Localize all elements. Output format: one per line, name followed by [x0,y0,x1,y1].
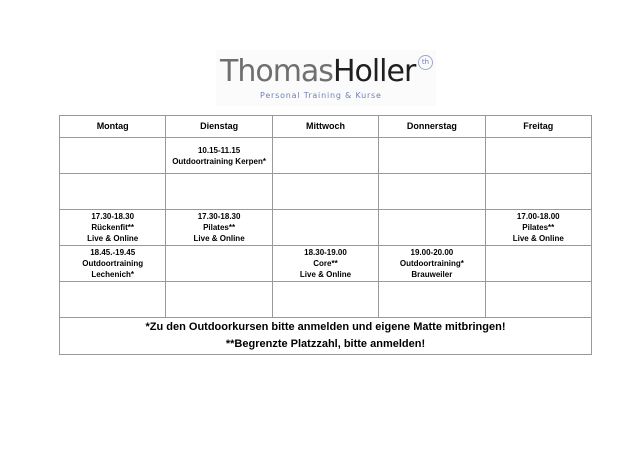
schedule-cell [485,174,591,210]
class-time: 19.00-20.00 [410,248,454,257]
schedule-cell [485,138,591,174]
schedule-cell [60,174,166,210]
class-detail: Outdoortraining* [399,259,464,268]
class-detail: Live & Online [512,234,564,243]
schedule-cell [272,174,378,210]
note-outdoor: *Zu den Outdoorkursen bitte anmelden und eigene Matte mitbringen! [145,321,506,333]
class-detail: Pilates** [522,223,555,232]
notes-cell [60,318,592,355]
schedule-row [60,210,592,246]
schedule-cell [166,282,272,318]
class-detail: Lechenich* [91,270,135,279]
class-detail: Core** [313,259,338,268]
schedule-cell [485,210,591,246]
logo-subtitle: Personal Training & Kurse [260,91,382,100]
notes-row [60,318,592,355]
day-header-dienstag: Dienstag [166,116,272,138]
schedule-cell [60,282,166,318]
schedule-cell [485,282,591,318]
schedule-cell [379,282,485,318]
class-time: 18.45.-19.45 [90,248,136,257]
schedule-row [60,246,592,282]
schedule-cell [60,138,166,174]
day-header-montag: Montag [60,116,166,138]
day-header-freitag: Freitag [485,116,591,138]
schedule-cell [166,210,272,246]
schedule-cell [166,246,272,282]
class-detail: Outdoortraining [82,259,144,268]
schedule-cell [272,138,378,174]
schedule-row [60,174,592,210]
class-detail: Outdoortraining Kerpen* [172,156,266,166]
schedule-cell [379,210,485,246]
class-detail: Live & Online [299,270,352,279]
class-detail: Brauweiler [411,270,453,279]
schedule-cell [272,210,378,246]
logo-wordmark [220,54,415,90]
day-header-donnerstag: Donnerstag [379,116,485,138]
schedule-cell [485,246,591,282]
class-time: 17.30-18.30 [197,212,241,221]
schedule-cell [379,174,485,210]
schedule-row [60,282,592,318]
schedule-cell [60,210,166,246]
logo-first-name: Thomas [220,54,333,89]
class-detail: Pilates** [203,223,236,232]
class-time: 17.30-18.30 [91,212,135,221]
class-time: 18.30-19.00 [304,248,347,257]
schedule-cell [60,246,166,282]
class-detail: Rückenfit** [91,223,135,232]
class-time: 17.00-18.00 [516,212,560,221]
day-header-mittwoch: Mittwoch [272,116,378,138]
schedule-cell [379,138,485,174]
schedule-cell [272,246,378,282]
schedule-cell [379,246,485,282]
note-limited-places: **Begrenzte Platzzahl, bitte anmelden! [225,338,426,350]
schedule-table [59,115,592,355]
header-row [60,116,592,138]
logo-badge: th [418,55,433,70]
logo-last-name: Holler [332,54,416,89]
schedule-cell [272,282,378,318]
class-time: 10.15-11.15 [197,145,241,155]
logo [216,50,436,106]
schedule-cell [166,138,272,174]
class-detail: Live & Online [87,234,139,243]
schedule-cell [166,174,272,210]
schedule-row [60,138,592,174]
class-detail: Live & Online [193,234,245,243]
